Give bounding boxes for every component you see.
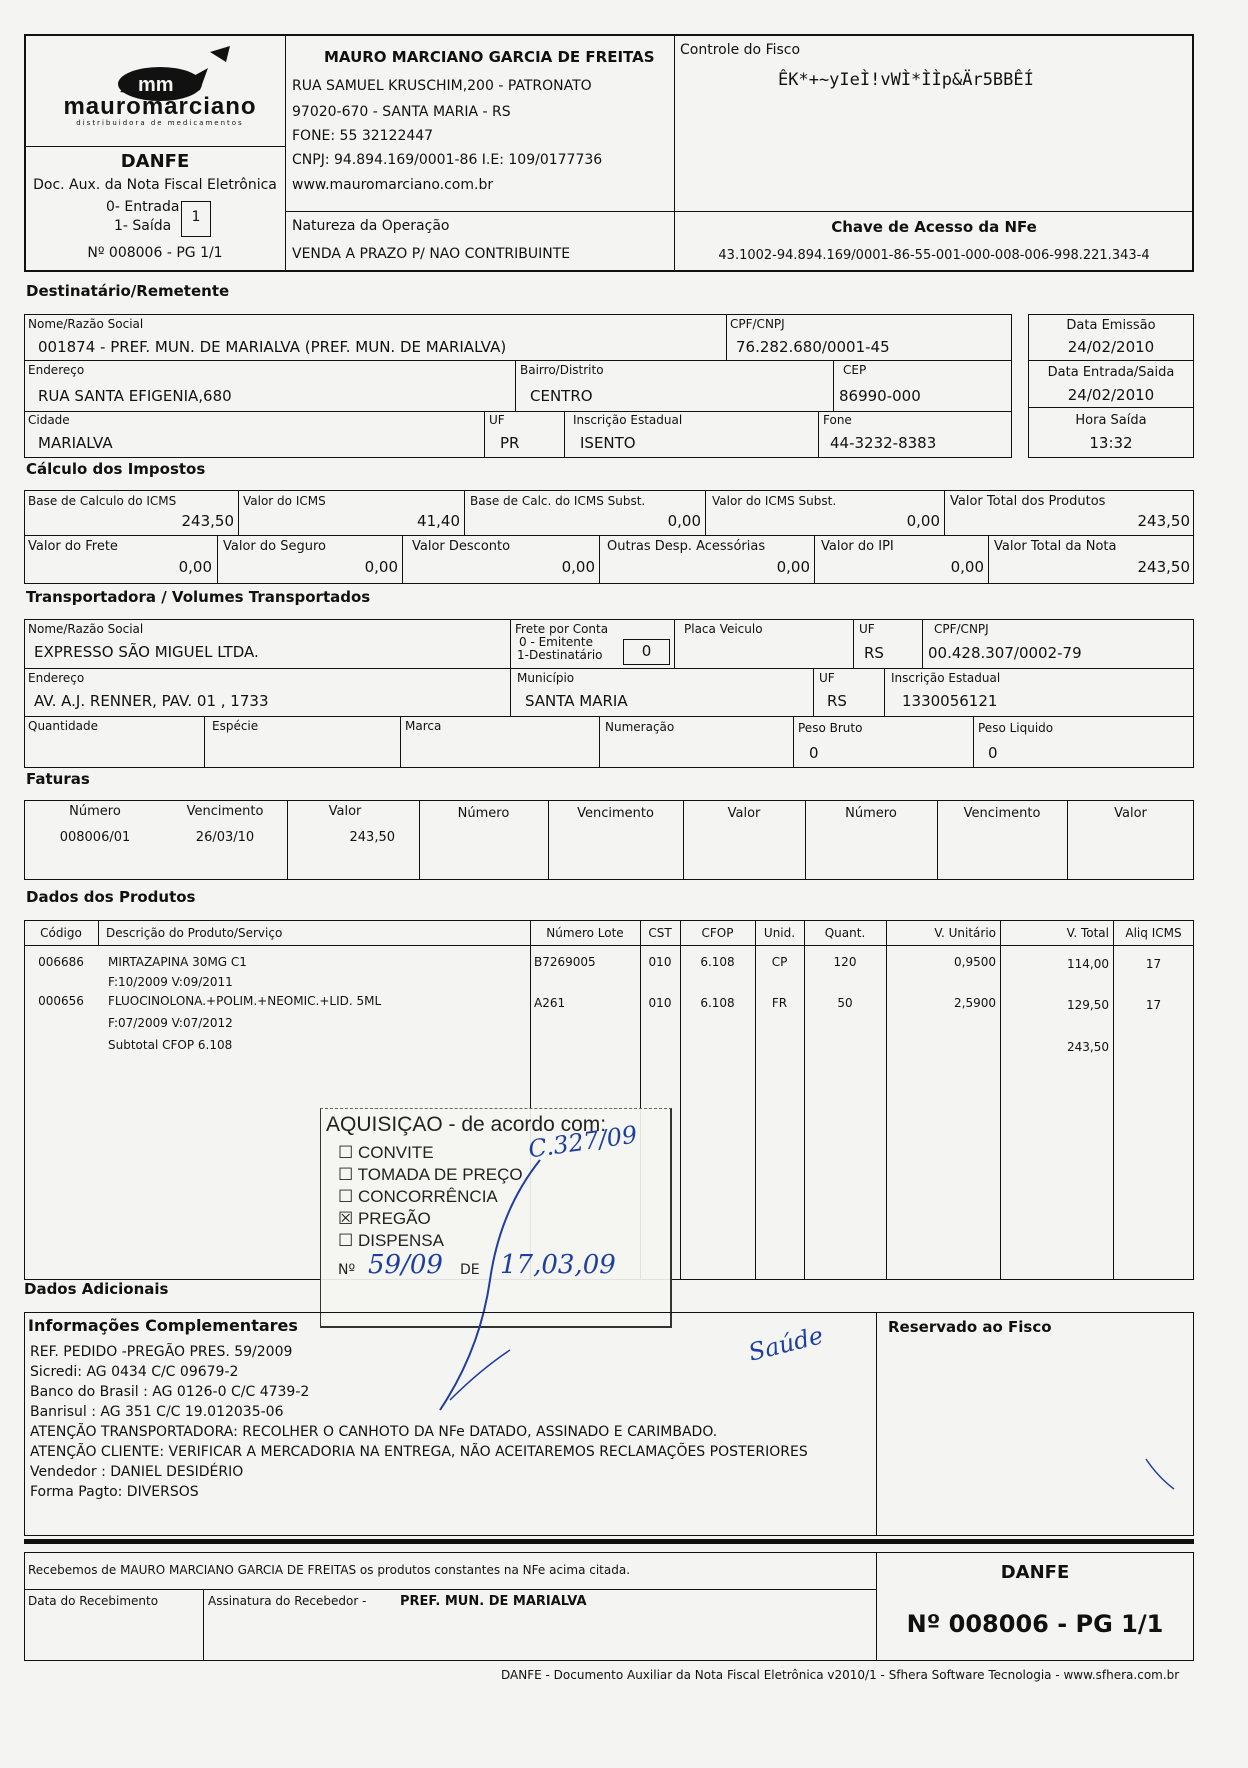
prod-unid: FR (771, 996, 788, 1010)
base-subst-value: 0,00 (667, 512, 701, 530)
transp-nome-value: EXPRESSO SÃO MIGUEL LTDA. (34, 643, 259, 661)
stamp-number-value: 59/09 (368, 1250, 443, 1280)
dest-nome-label: Nome/Razão Social (28, 317, 144, 331)
transportadora-title: Transportadora / Volumes Transportados (26, 588, 371, 606)
dest-bairro-label: Bairro/Distrito (520, 363, 604, 377)
info-line-7: Vendedor : DANIEL DESIDÉRIO (30, 1464, 244, 1480)
stamp-date-value: 17,03,09 (500, 1250, 616, 1280)
prod-header-unitario: V. Unitário (934, 926, 996, 940)
info-line-2: Sicredi: AG 0434 C/C 09679-2 (30, 1364, 239, 1380)
ipi-label: Valor do IPI (821, 539, 894, 554)
stamp-option-convite: ☐ CONVITE (338, 1143, 434, 1162)
stamp-option-dispensa: ☐ DISPENSA (338, 1231, 444, 1250)
data-entrada-value: 24/02/2010 (1067, 386, 1155, 404)
subtotal-value: 243,50 (1067, 1040, 1109, 1054)
base-icms-value: 243,50 (181, 512, 234, 530)
municipio-label: Município (517, 671, 575, 685)
peso-bruto-label: Peso Bruto (798, 721, 863, 735)
adicionais-title: Dados Adicionais (24, 1280, 169, 1298)
company-name: MAURO MARCIANO GARCIA DE FREITAS (324, 48, 655, 66)
danfe-subtitle: Doc. Aux. da Nota Fiscal Eletrônica (33, 177, 277, 193)
hora-value: 13:32 (1089, 434, 1133, 452)
frete-opt1: 1-Destinatário (517, 648, 603, 662)
dest-cidade-label: Cidade (28, 413, 70, 427)
prod-lote: A261 (534, 996, 566, 1010)
prod-descricao: FLUOCINOLONA.+POLIM.+NEOMIC.+LID. 5ML (108, 994, 382, 1008)
placa-label: Placa Veiculo (684, 622, 763, 636)
stamp-option-tomada: ☐ TOMADA DE PREÇO (338, 1165, 523, 1184)
fat-header-venc-1: Vencimento (186, 804, 264, 819)
saida-label: 1- Saída (114, 218, 172, 234)
fat-vencimento-value: 26/03/10 (195, 830, 255, 845)
stamp-date-prefix: DE (460, 1262, 480, 1278)
peso-liquido-value: 0 (988, 744, 998, 762)
info-line-3: Banco do Brasil : AG 0126-0 C/C 4739-2 (30, 1384, 310, 1400)
fat-header-valor-3: Valor (1114, 806, 1147, 821)
canhoto-danfe: DANFE (1000, 1562, 1070, 1583)
data-entrada-label: Data Entrada/Saida (1047, 365, 1175, 380)
dest-nome-value: 001874 - PREF. MUN. DE MARIALVA (PREF. MUN. DE MARIALVA) (38, 338, 507, 356)
transp-uf-label: UF (859, 622, 875, 636)
transp-cpf-label: CPF/CNPJ (934, 622, 989, 636)
prod-header-unid: Unid. (763, 926, 796, 940)
transp-ie-label: Inscrição Estadual (891, 671, 1001, 685)
company-cnpj: CNPJ: 94.894.169/0001-86 I.E: 109/0177736 (292, 152, 603, 168)
ipi-value: 0,00 (950, 558, 984, 576)
controle-value: ÊK*+~yIeÌ!vWÌ*ÌÌp&Är5BBÊÍ (778, 70, 1034, 90)
transp-cpf-value: 00.428.307/0002-79 (928, 644, 1082, 662)
company-phone: FONE: 55 32122447 (292, 128, 434, 144)
prod-aliq: 17 (1145, 998, 1162, 1012)
prod-cfop: 6.108 (700, 955, 735, 969)
logo-tagline: distribuidora de medicamentos (76, 119, 244, 127)
valor-subst-label: Valor do ICMS Subst. (712, 494, 837, 508)
separator-line (24, 1539, 1194, 1544)
info-line-4: Banrisul : AG 351 C/C 19.012035-06 (30, 1404, 284, 1420)
dest-fone-value: 44-3232-8383 (830, 434, 937, 452)
peso-liquido-label: Peso Liquido (978, 721, 1054, 735)
valor-icms-label: Valor do ICMS (243, 494, 326, 508)
danfe-title: DANFE (120, 151, 190, 172)
prod-header-quant: Quant. (824, 926, 866, 940)
dest-uf-value: PR (500, 434, 520, 452)
fat-header-numero-1: Número (69, 804, 121, 819)
info-line-5: ATENÇÃO TRANSPORTADORA: RECOLHER O CANHOTO DA NFe DATADO, ASSINADO E CARIMBADO. (30, 1424, 718, 1440)
dest-bairro-value: CENTRO (530, 387, 593, 405)
prod-quant: 50 (837, 996, 853, 1010)
data-recebimento-label: Data do Recebimento (28, 1594, 159, 1608)
prod-unitario: 0,9500 (954, 955, 996, 969)
prod-descricao: MIRTAZAPINA 30MG C1 (108, 955, 247, 969)
prod-validade: F:07/2009 V:07/2012 (108, 1016, 233, 1030)
prod-header-codigo: Código (40, 926, 82, 940)
stamp-option-pregao: ☒ PREGÃO (338, 1209, 431, 1228)
dest-ie-value: ISENTO (580, 434, 636, 452)
dest-cep-label: CEP (843, 363, 867, 377)
prod-aliq: 17 (1145, 957, 1162, 971)
prod-total: 129,50 (1067, 998, 1109, 1012)
logo-name: mauromarciano (63, 93, 257, 120)
company-city: 97020-670 - SANTA MARIA - RS (292, 104, 511, 120)
recebedor-name: PREF. MUN. DE MARIALVA (400, 1594, 587, 1609)
prod-header-cst: CST (648, 926, 672, 940)
marca-label: Marca (405, 719, 442, 733)
chave-value: 43.1002-94.894.169/0001-86-55-001-000-008-006-998.221.343-4 (718, 248, 1150, 263)
total-nota-label: Valor Total da Nota (994, 539, 1117, 554)
dest-cpf-value: 76.282.680/0001-45 (736, 338, 890, 356)
data-emissao-label: Data Emissão (1066, 318, 1156, 333)
tipo-value: 1 (191, 209, 201, 225)
fat-numero-value: 008006/01 (59, 830, 131, 845)
desconto-value: 0,00 (561, 558, 595, 576)
frete-opt0: 0 - Emitente (519, 635, 593, 649)
transp-uf2-label: UF (819, 671, 835, 685)
svg-text:mm: mm (138, 74, 174, 96)
natureza-label: Natureza da Operação (292, 218, 450, 234)
prod-cfop: 6.108 (700, 996, 735, 1010)
dest-ie-label: Inscrição Estadual (573, 413, 683, 427)
data-emissao-value: 24/02/2010 (1067, 338, 1155, 356)
prod-header-lote: Número Lote (546, 926, 624, 940)
recebemos-text: Recebemos de MAURO MARCIANO GARCIA DE FREITAS os produtos constantes na NFe acima citada. (28, 1563, 631, 1577)
stamp-option-label: PREGÃO (357, 1209, 431, 1228)
produtos-title: Dados dos Produtos (26, 888, 196, 906)
stamp-number-prefix: Nº (338, 1262, 356, 1278)
controle-label: Controle do Fisco (680, 42, 801, 58)
fat-header-valor-1: Valor (328, 804, 362, 819)
prod-unitario: 2,5900 (954, 996, 996, 1010)
transp-endereco-label: Endereço (28, 671, 85, 685)
fat-header-venc-3: Vencimento (963, 806, 1041, 821)
dest-cep-value: 86990-000 (839, 387, 921, 405)
prod-header-cfop: CFOP (701, 926, 734, 940)
footer-text: DANFE - Documento Auxiliar da Nota Fiscal Eletrônica v2010/1 - Sfhera Software Tecnologia - www.sfhera.com.br (501, 1668, 1180, 1682)
prod-lote: B7269005 (534, 955, 596, 969)
peso-bruto-value: 0 (809, 744, 819, 762)
natureza-value: VENDA A PRAZO P/ NAO CONTRIBUINTE (292, 246, 571, 262)
transp-ie-value: 1330056121 (902, 692, 998, 710)
danfe-number: Nº 008006 - PG 1/1 (87, 245, 223, 261)
dest-cpf-label: CPF/CNPJ (730, 317, 785, 331)
dest-endereco-value: RUA SANTA EFIGENIA,680 (38, 387, 232, 405)
total-produtos-value: 243,50 (1137, 512, 1190, 530)
base-subst-label: Base de Calc. do ICMS Subst. (470, 494, 646, 508)
dest-fone-label: Fone (823, 413, 852, 427)
stamp-option-label: DISPENSA (357, 1231, 444, 1250)
base-icms-label: Base de Calculo do ICMS (28, 494, 177, 508)
frete-conta-label: Frete por Conta (515, 622, 609, 636)
prod-quant: 120 (833, 955, 857, 969)
pen-mark (1140, 1455, 1180, 1495)
prod-header-descricao: Descrição do Produto/Serviço (106, 926, 283, 940)
outras-label: Outras Desp. Acessórias (607, 539, 766, 554)
prod-cst: 010 (648, 955, 672, 969)
canhoto-numero: Nº 008006 - PG 1/1 (906, 1610, 1164, 1638)
quantidade-label: Quantidade (28, 719, 99, 733)
handwritten-note: Saúde (745, 1321, 827, 1367)
company-address: RUA SAMUEL KRUSCHIM,200 - PATRONATO (292, 78, 592, 94)
dest-cidade-value: MARIALVA (38, 434, 113, 452)
prod-header-total: V. Total (1066, 926, 1109, 940)
fat-header-venc-2: Vencimento (577, 806, 654, 821)
valor-icms-value: 41,40 (417, 512, 460, 530)
total-produtos-label: Valor Total dos Produtos (950, 494, 1106, 509)
company-website: www.mauromarciano.com.br (292, 177, 494, 193)
outras-value: 0,00 (776, 558, 810, 576)
transp-nome-label: Nome/Razão Social (28, 622, 144, 636)
stamp-option-label: CONCORRÊNCIA (357, 1187, 498, 1206)
destinatario-title: Destinatário/Remetente (26, 282, 230, 300)
dest-endereco-label: Endereço (28, 363, 85, 377)
especie-label: Espécie (212, 719, 259, 733)
desconto-label: Valor Desconto (412, 539, 511, 554)
prod-unid: CP (771, 955, 788, 969)
transp-endereco-value: AV. A.J. RENNER, PAV. 01 , 1733 (34, 692, 269, 710)
subtotal-label: Subtotal CFOP 6.108 (108, 1038, 233, 1052)
municipio-value: SANTA MARIA (525, 692, 628, 710)
info-title: Informações Complementares (28, 1316, 298, 1335)
fat-header-valor-2: Valor (727, 806, 761, 821)
assinatura-label: Assinatura do Recebedor - (208, 1594, 367, 1608)
prod-header-aliq: Aliq ICMS (1125, 926, 1182, 940)
info-line-6: ATENÇÃO CLIENTE: VERIFICAR A MERCADORIA NA ENTREGA, NÃO ACEITAREMOS RECLAMAÇÕES POSTERIORES (30, 1444, 808, 1460)
prod-cst: 010 (648, 996, 672, 1010)
numeracao-label: Numeração (605, 720, 675, 734)
fisco-title: Reservado ao Fisco (888, 1318, 1052, 1336)
transp-uf-value: RS (864, 644, 884, 662)
stamp-option-concorrencia: ☐ CONCORRÊNCIA (338, 1187, 498, 1206)
prod-validade: F:10/2009 V:09/2011 (108, 975, 233, 989)
impostos-title: Cálculo dos Impostos (26, 460, 206, 478)
info-line-8: Forma Pagto: DIVERSOS (30, 1484, 199, 1500)
chave-label: Chave de Acesso da NFe (831, 218, 1037, 236)
frete-value: 0,00 (178, 558, 212, 576)
prod-codigo: 006686 (38, 955, 84, 969)
info-line-1: REF. PEDIDO -PREGÃO PRES. 59/2009 (30, 1344, 293, 1360)
seguro-label: Valor do Seguro (223, 539, 326, 554)
fat-valor-value: 243,50 (349, 830, 395, 845)
seguro-value: 0,00 (364, 558, 398, 576)
prod-codigo: 000656 (38, 994, 84, 1008)
hora-label: Hora Saída (1075, 413, 1147, 428)
frete-label: Valor do Frete (28, 539, 118, 554)
prod-total: 114,00 (1067, 957, 1109, 971)
stamp-title: AQUISIÇAO - de acordo com: (326, 1113, 607, 1136)
entrada-label: 0- Entrada (106, 199, 180, 215)
fat-header-numero-2: Número (457, 806, 510, 821)
stamp-handwritten-ref: C.327/09 (526, 1120, 639, 1164)
transp-uf2-value: RS (827, 692, 847, 710)
stamp-option-label: TOMADA DE PREÇO (357, 1165, 523, 1184)
frete-value: 0 (641, 642, 652, 660)
faturas-title: Faturas (26, 770, 90, 788)
total-nota-value: 243,50 (1137, 558, 1190, 576)
valor-subst-value: 0,00 (906, 512, 940, 530)
stamp-option-label: CONVITE (357, 1143, 434, 1162)
dest-uf-label: UF (489, 413, 505, 427)
fat-header-numero-3: Número (845, 806, 897, 821)
